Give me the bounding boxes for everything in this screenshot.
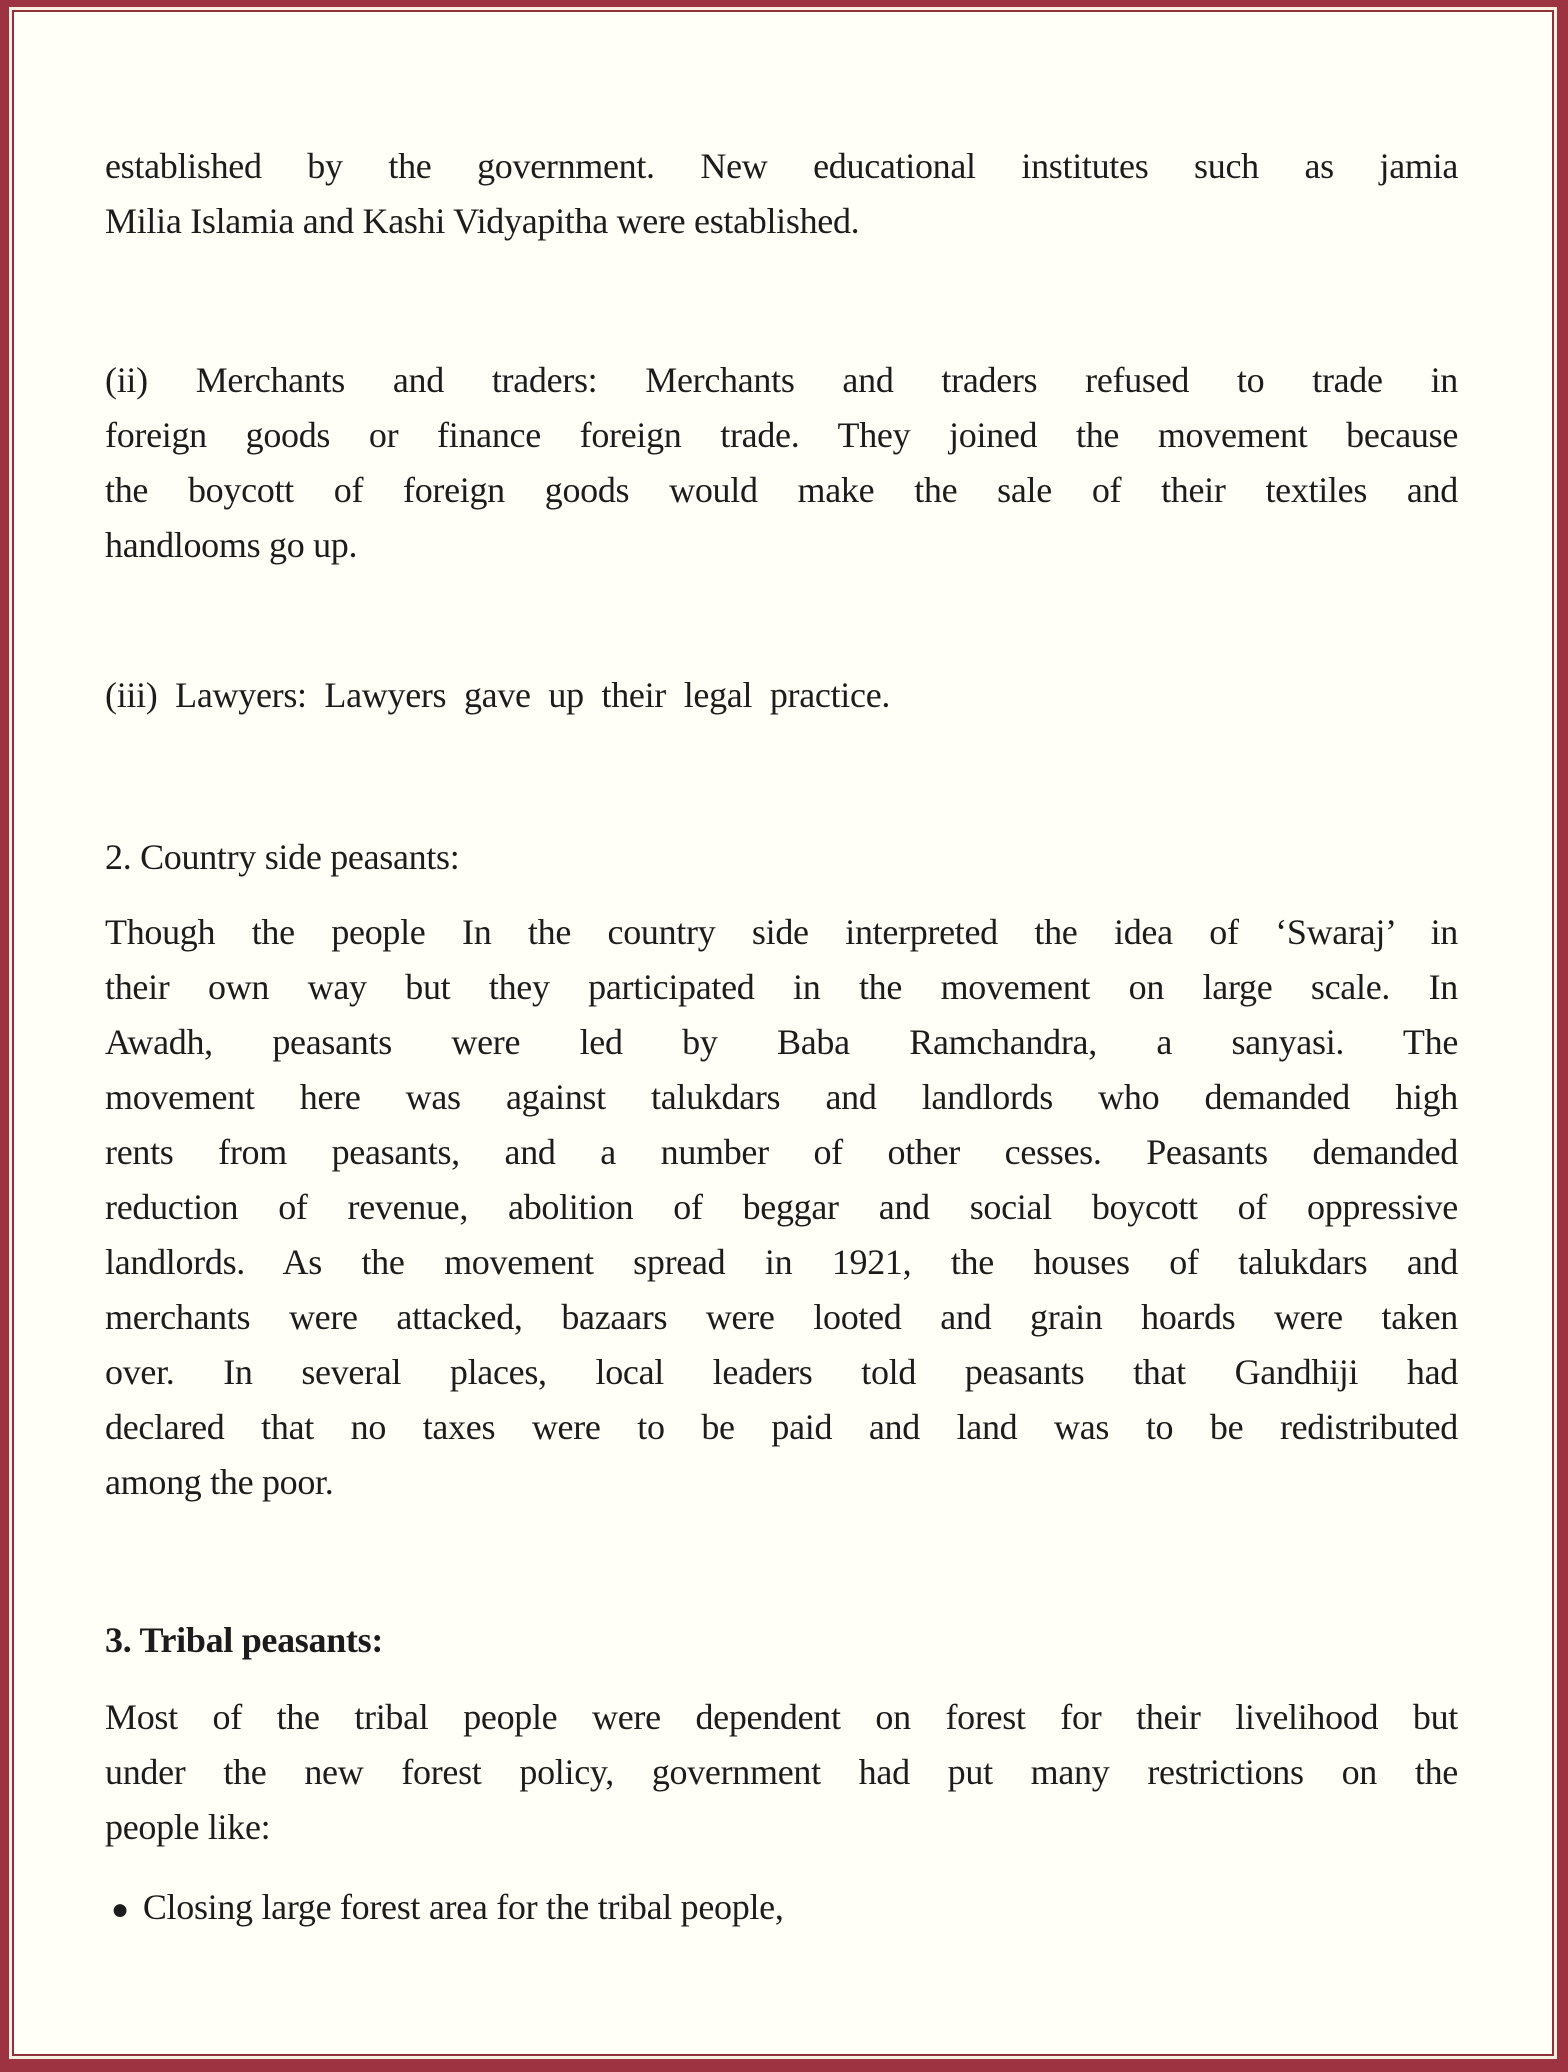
text-line: landlords. As the movement spread in 1921, the houses of talukdars and [105, 1242, 1458, 1282]
document-page [12, 10, 1554, 2056]
text-line: Awadh, peasants were led by Baba Ramchandra, a sanyasi. The [105, 1022, 1458, 1062]
bullet-text: Closing large forest area for the tribal people, [142, 1887, 784, 1927]
text-line: Most of the tribal people were dependent on forest for their livelihood but [105, 1697, 1458, 1737]
paragraph-educational-institutes [105, 139, 1458, 249]
text-line: (ii) Merchants and traders: Merchants and traders refused to trade in [105, 360, 1458, 400]
bullet-item-closing-forest [105, 1880, 1458, 1937]
text-line: movement here was against talukdars and landlords who demanded high [105, 1077, 1458, 1117]
text-line: foreign goods or finance foreign trade. They joined the movement because [105, 415, 1458, 455]
text-line: merchants were attacked, bazaars were looted and grain hoards were taken [105, 1297, 1458, 1337]
text-line: over. In several places, local leaders told peasants that Gandhiji had [105, 1352, 1458, 1392]
paragraph-country-side-peasants [105, 905, 1458, 1510]
text-line: declared that no taxes were to be paid and land was to be redistributed [105, 1407, 1458, 1447]
text-line: people like: [105, 1807, 271, 1847]
text-line: under the new forest policy, government had put many restrictions on the [105, 1752, 1458, 1792]
text-line: (iii) Lawyers: Lawyers gave up their legal practice. [105, 675, 891, 715]
text-line: among the poor. [105, 1462, 334, 1502]
heading-text: 3. Tribal peasants: [105, 1620, 384, 1660]
document-content [14, 12, 1552, 1937]
text-line: the boycott of foreign goods would make the sale of their textiles and [105, 470, 1458, 510]
paragraph-tribal-peasants [105, 1690, 1458, 1855]
text-line: established by the government. New educational institutes such as jamia [105, 146, 1458, 186]
paragraph-lawyers [105, 668, 1458, 723]
heading-country-side-peasants [105, 830, 1458, 885]
paragraph-merchants-traders [105, 353, 1458, 573]
text-line: Milia Islamia and Kashi Vidyapitha were established. [105, 201, 860, 241]
text-line: reduction of revenue, abolition of beggar and social boycott of oppressive [105, 1187, 1458, 1227]
text-line: handlooms go up. [105, 525, 358, 565]
bullet-icon: ● [111, 1893, 129, 1926]
text-line: their own way but they participated in the movement on large scale. In [105, 967, 1458, 1007]
heading-tribal-peasants [105, 1613, 1458, 1668]
text-line: rents from peasants, and a number of other cesses. Peasants demanded [105, 1132, 1458, 1172]
heading-text: 2. Country side peasants: [105, 837, 460, 877]
text-line: Though the people In the country side interpreted the idea of ‘Swaraj’ in [105, 912, 1458, 952]
